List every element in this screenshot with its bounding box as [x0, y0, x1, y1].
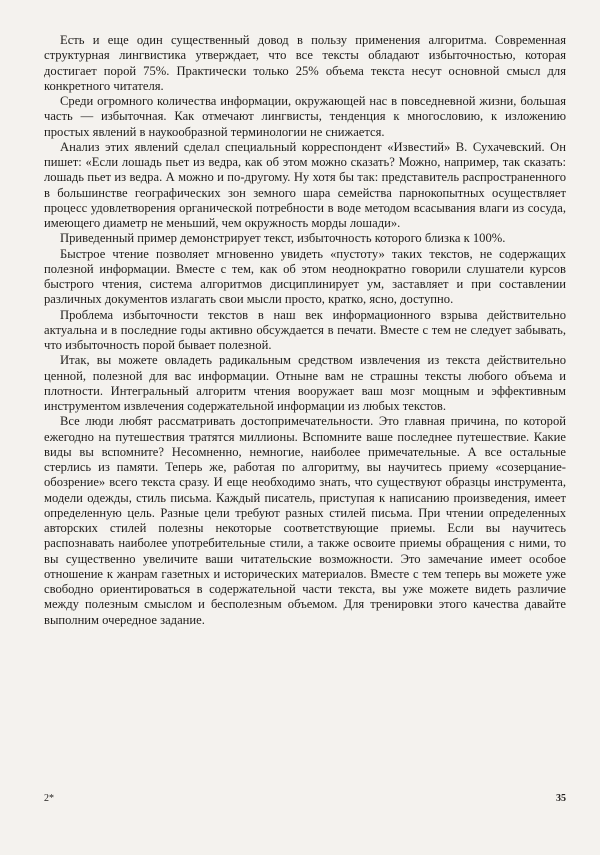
- paragraph-8: Все люди любят рассматривать достопримечательности. Это главная причина, по которой ежегодно на путешествия тратятся миллионы. Вспомните ваше последнее путешествие. Какие виды вы вспомните? Несомненно, немногие, наиболее примечательные. А все остальные стерлись из памяти. Теперь же, работая по алгоритму, вы научитесь приему «созерцание-обозрение» всего текста сразу. И еще необходимо знать, что существуют образцы инструмента, модели одежды, стиль письма. Каждый писатель, приступая к написанию произведения, имеет определенную цель. Разные цели требуют разных стилей письма. При чтении определенных авторских стилей полезны некоторые соответствующие приемы. Если вы научитесь распознавать наиболее употребительные стили, а также освоите приемы обращения с ними, то вы существенно увеличите ваши читательские возможности. Это замечание имеет особое отношение к жанрам газетных и исторических материалов. Вместе с тем теперь вы можете уже свободно ориентироваться в содержательной части текста, вы уже можете видеть различие между полезным смыслом и бесполезным объемом. Для тренировки этого качества давайте выполним очередное задание.: [44, 414, 566, 627]
- paragraph-7: Итак, вы можете овладеть радикальным средством извлечения из текста действительно ценной, полезной для вас информации. Отныне вам не страшны тексты любого объема и плотности. Интегральный алгоритм чтения вооружает ваш мозг мощным и эффективным инструментом извлечения содержательной информации из любых текстов.: [44, 353, 566, 413]
- paragraph-3: Анализ этих явлений сделал специальный корреспондент «Известий» В. Сухачевский. Он пишет: «Если лошадь пьет из ведра, как об этом можно сказать? Можно, например, так сказать: лошадь пьет из ведра. А можно и по-другому. Ну хотя бы так: представитель распространенного в большинстве географических зон земного шара семейства парнокопытных осуществляет процесс удовлетворения органической потребности в воде методом всасывания влаги из сосуда, имеющего диаметр не меньший, чем окружность морды лошади».: [44, 139, 566, 230]
- paragraph-4: Приведенный пример демонстрирует текст, избыточность которого близка к 100%.: [60, 231, 506, 246]
- body-text: [44, 33, 566, 628]
- paragraph-1: Есть и еще один существенный довод в пользу применения алгоритма. Современная структурная лингвистика утверждает, что все тексты обладают избыточностью, которая достигает порой 75%. Практически только 25% объема текста несут основной смысл для конкретного читателя.: [44, 33, 566, 93]
- paragraph-5: Быстрое чтение позволяет мгновенно увидеть «пустоту» таких текстов, не содержащих полезной информации. Вместе с тем, как об этом неоднократно говорили слушатели курсов быстрого чтения, система алгоритмов дисциплинирует ум, заставляет и при составлении различных документов излагать свои мысли просто, кратко, ясно, доступно.: [44, 246, 566, 307]
- page-number: 35: [556, 793, 566, 804]
- paragraph-2: Среди огромного количества информации, окружающей нас в повседневной жизни, большая часть — избыточная. Как отмечают лингвисты, тенденция к многословию, к изложению простых явлений в наукообразной терминологии не снижается.: [44, 94, 566, 139]
- paragraph-6: Проблема избыточности текстов в наш век информационного взрыва действительно актуальна и в последние годы активно обсуждается в печати. Вместе с тем не следует забывать, что избыточность порой бывает полезной.: [44, 307, 566, 352]
- signature-mark: 2*: [44, 793, 54, 804]
